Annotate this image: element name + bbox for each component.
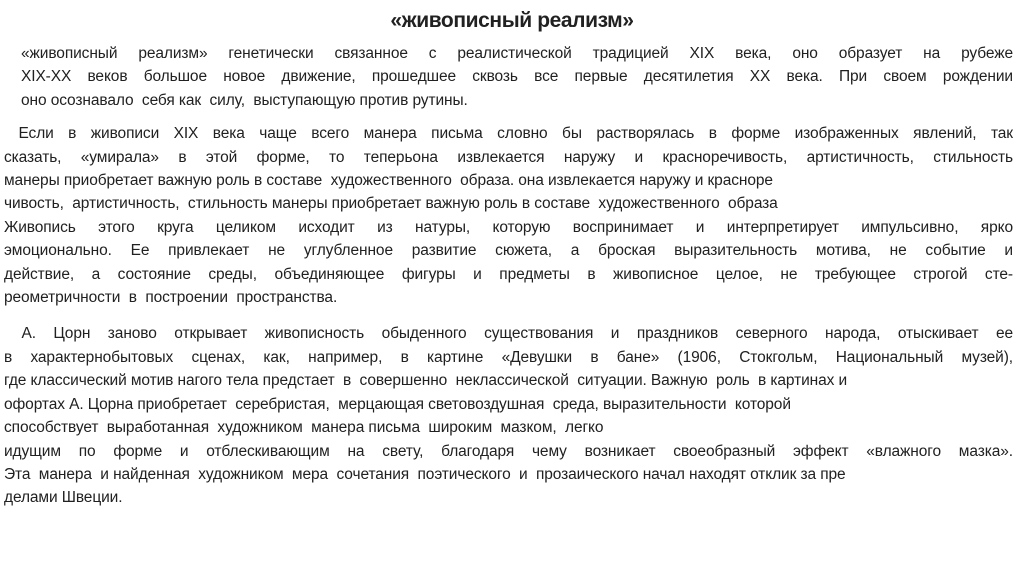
text-line: реометричности в построении пространства. [4, 289, 338, 307]
text-line: действие, а состояние среды, объединяющее фигуры и предметы в живописное целое, не требующее строгой сте- [4, 265, 1013, 283]
text-line: манеры приобретает важную роль в составе художественного образа. она извлекается наружу и красноре [4, 172, 773, 190]
text-line: делами Швеции. [4, 489, 123, 507]
text-line: Эта манера и найденная художником мера сочетания поэтического и прозаического начал находят отклик за пре [4, 465, 846, 483]
slide [0, 8, 1024, 582]
paragraph [4, 322, 1013, 509]
text-line: Если в живописи XIX века чаще всего манера письма словно бы растворялась в форме изображенных явлений, так [4, 125, 1013, 143]
text-line: Живопись этого круга целиком исходит из натуры, которую воспринимает и интерпретирует импульсивно, ярко [4, 218, 1013, 236]
text-line: эмоционально. Ее привлекает не углубленное развитие сюжета, а броская выразительность мотива, не событие и [4, 242, 1013, 260]
text-line: оно осознавало себя как силу, выступающую против рутины. [21, 91, 468, 109]
text-line: в характернобытовых сценах, как, например, в картине «Девушки в бане» (1906, Стокгольм, Национальный музей), [4, 348, 1013, 366]
paragraph [4, 122, 1013, 309]
text-line: где классический мотив нагого тела предстает в совершенно неклассической ситуации. Важную роль в картинах и [4, 372, 848, 390]
paragraph [21, 42, 1013, 112]
slide-body [0, 36, 1024, 510]
text-line: чивость, артистичность, стильность манеры приобретает важную роль в составе художественного образа [4, 195, 778, 213]
text-line: офортах А. Цорна приобретает серебристая, мерцающая световоздушная среда, выразительности которой [4, 395, 791, 413]
text-line: сказать, «умирала» в этой форме, то теперьона извлекается наружу и красноречивость, артистичность, стильность [4, 148, 1013, 166]
text-line: XIX-XX веков большое новое движение, прошедшее сквозь все первые десятилетия XX века. При своем рождении [21, 68, 1013, 86]
text-line: «живописный реализм» генетически связанное с реалистической традицией XIX века, оно образует на рубеже [21, 45, 1013, 62]
text-line: А. Цорн заново открывает живописность обыденного существования и праздников северного народа, отыскивает ее [4, 325, 1013, 343]
slide-title: «живописный реализм» [390, 9, 634, 32]
text-line: идущим по форме и отблескивающим на свету, благодаря чему возникает своеобразный эффект «влажного мазка». [4, 442, 1013, 460]
text-line: способствует выработанная художником манера письма широким мазком, легко [4, 419, 604, 437]
